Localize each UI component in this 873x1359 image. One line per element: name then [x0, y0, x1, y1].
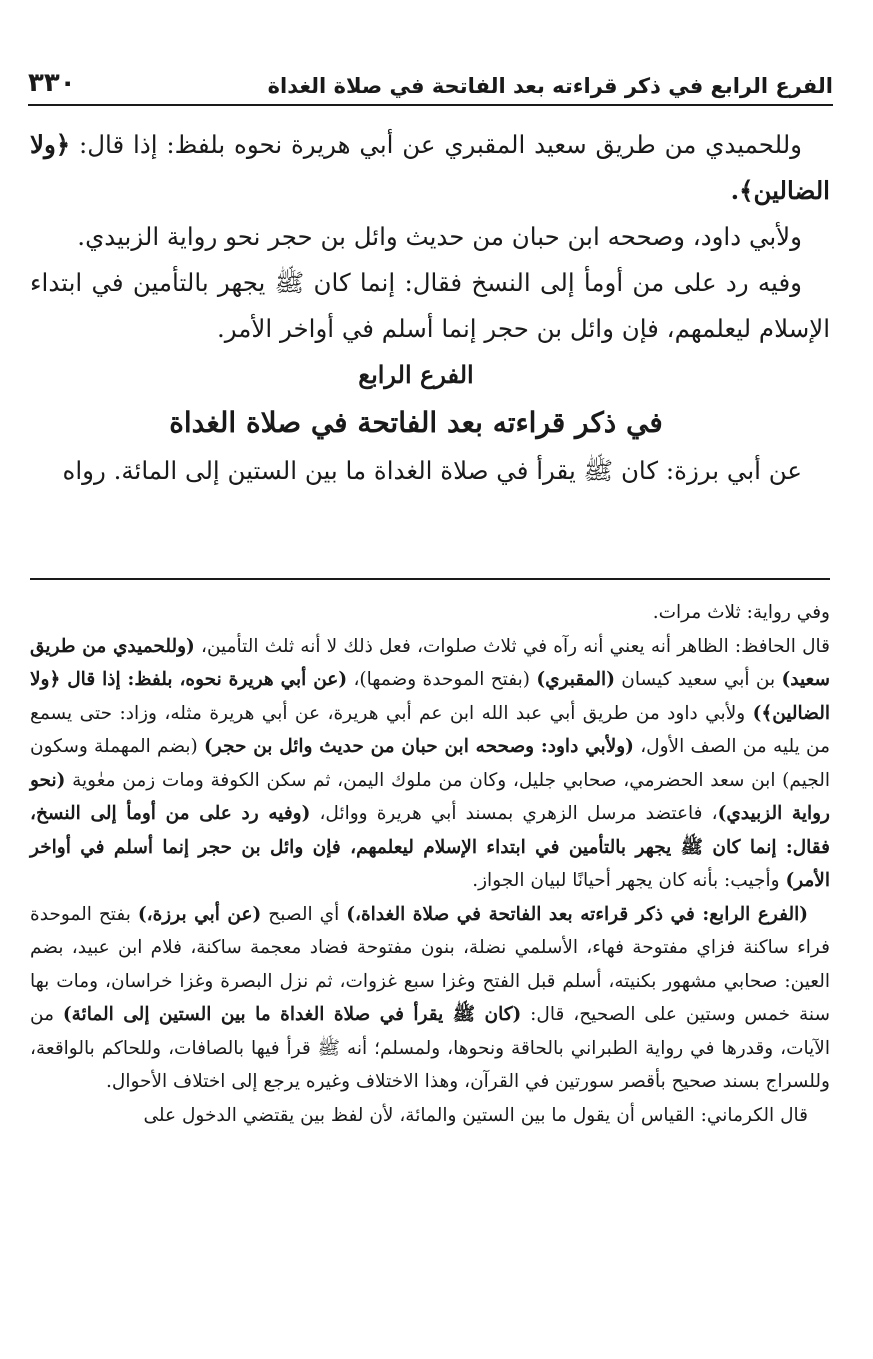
commentary-text: وأجيب: بأنه كان يجهر أحيانًا لبيان الجواز. — [472, 870, 786, 891]
footnote-divider — [30, 578, 830, 580]
quoted-matn: (عن أبي هريرة نحوه، بلفظ: إذا قال ﴿ولا الضالين﴾) — [30, 669, 830, 724]
commentary-line-1: وفي رواية: ثلاث مرات. — [652, 602, 830, 623]
commentary-text: أي الصبح — [261, 903, 347, 925]
main-paragraph-1 — [30, 122, 830, 214]
page-number: ٣٣٠ — [28, 68, 76, 98]
quoted-matn: (الفرع الرابع: في ذكر قراءته بعد الفاتحة في صلاة الغداة،) — [346, 903, 809, 925]
quoted-matn: (كان ﷺ يقرأ في صلاة الغداة ما بين الستين إلى المائة) — [62, 1004, 522, 1025]
running-title: الفرع الرابع في ذكر قراءته بعد الفاتحة في صلاة الغداة — [267, 74, 833, 98]
commentary-paragraph-3 — [30, 898, 830, 1099]
commentary-text: (بفتح الموحدة وضمها)، — [347, 669, 537, 690]
main-paragraph-1-text: وللحميدي من طريق سعيد المقبري عن أبي هريرة نحوه بلفظ: إذا قال: — [70, 130, 802, 159]
quoted-matn: (المقبري) — [536, 669, 615, 690]
commentary-text: قال الحافظ: الظاهر أنه يعني أنه رآه في ثلاث صلوات، فعل ذلك لا أنه ثلث التأمين، — [194, 635, 830, 657]
commentary — [30, 596, 830, 1132]
commentary-text: ، فاعتضد مرسل الزهري بمسند أبي هريرة ووائل، — [310, 803, 718, 824]
commentary-paragraph-2 — [30, 630, 830, 898]
quran-quote: ﴿ولا الضالين﴾. — [30, 130, 830, 205]
quoted-matn: (نحو رواية الزبيدي) — [30, 769, 830, 824]
section-subheading: في ذكر قراءته بعد الفاتحة في صلاة الغداة — [169, 406, 663, 439]
commentary-paragraph-4: قال الكرماني: القياس أن يقول ما بين الستين والمائة، لأن لفظ بين يقتضي الدخول على — [143, 1104, 808, 1126]
main-paragraph-4: عن أبي برزة: كان ﷺ يقرأ في صلاة الغداة ما بين الستين إلى المائة. رواه — [62, 456, 802, 485]
page-header — [28, 64, 833, 98]
quoted-matn: (ولأبي داود: وصححه ابن حبان من حديث وائل بن حجر) — [204, 736, 634, 757]
commentary-text: ولأبي داود من طريق أبي عبد الله ابن عم أبي هريرة، عن أبي هريرة مثله، وزاد: حتى يسمع من يليه من الصف الأول، — [30, 702, 831, 757]
commentary-text: بن أبي سعيد كيسان — [614, 669, 782, 690]
quoted-matn: (عن أبي برزة،) — [137, 903, 262, 925]
commentary-text: (بضم المهملة وسكون الجيم) ابن سعد الحضرمي، صحابي جليل، وكان من ملوك اليمن، ثم سكن الكوفة ومات زمن معٰوية — [30, 736, 830, 791]
main-paragraph-3: وفيه رد على من أومأ إلى النسخ فقال: إنما كان ﷺ يجهر بالتأمين في ابتداء الإسلام ليعلمهم، فإن وائل بن حجر إنما أسلم في أواخر الأمر. — [30, 268, 830, 343]
commentary-text: من الآيات، وقدرها في رواية الطبراني بالحاقة ونحوها، ولمسلم؛ أنه ﷺ قرأ فيها بالصافات، وللحاكم بالواقعة، وللسراج بسند صحيح بأقصر سورتين في القرآن، وهذا الاختلاف وغيره يرجع إلى اختلاف الأحوال. — [30, 1004, 830, 1092]
quoted-matn: (وللحميدي من طريق سعيد) — [30, 635, 830, 690]
header-divider — [28, 104, 833, 106]
commentary-text: بفتح الموحدة فراء ساكنة فزاي مفتوحة فهاء، الأسلمي نضلة، بنون مفتوحة فضاد معجمة ساكنة، فلام ابن عبيد، بضم العين: صحابي مشهور بكنيته، أسلم قبل الفتح وغزا سبع غزوات، ثم نزل البصرة وغزا خراسان، ومات بها سنة خمس وستين على الصحيح، قال: — [30, 903, 831, 1025]
quoted-matn: (وفيه رد على من أومأ إلى النسخ، فقال: إنما كان ﷺ يجهر بالتأمين في ابتداء الإسلام ليعلمهم، فإن وائل بن حجر إنما أسلم في أواخر الأمر) — [30, 803, 830, 891]
main-paragraph-2: ولأبي داود، وصححه ابن حبان من حديث وائل بن حجر نحو رواية الزبيدي. — [77, 222, 802, 251]
section-heading: الفرع الرابع — [358, 360, 474, 389]
main-text — [30, 122, 830, 494]
